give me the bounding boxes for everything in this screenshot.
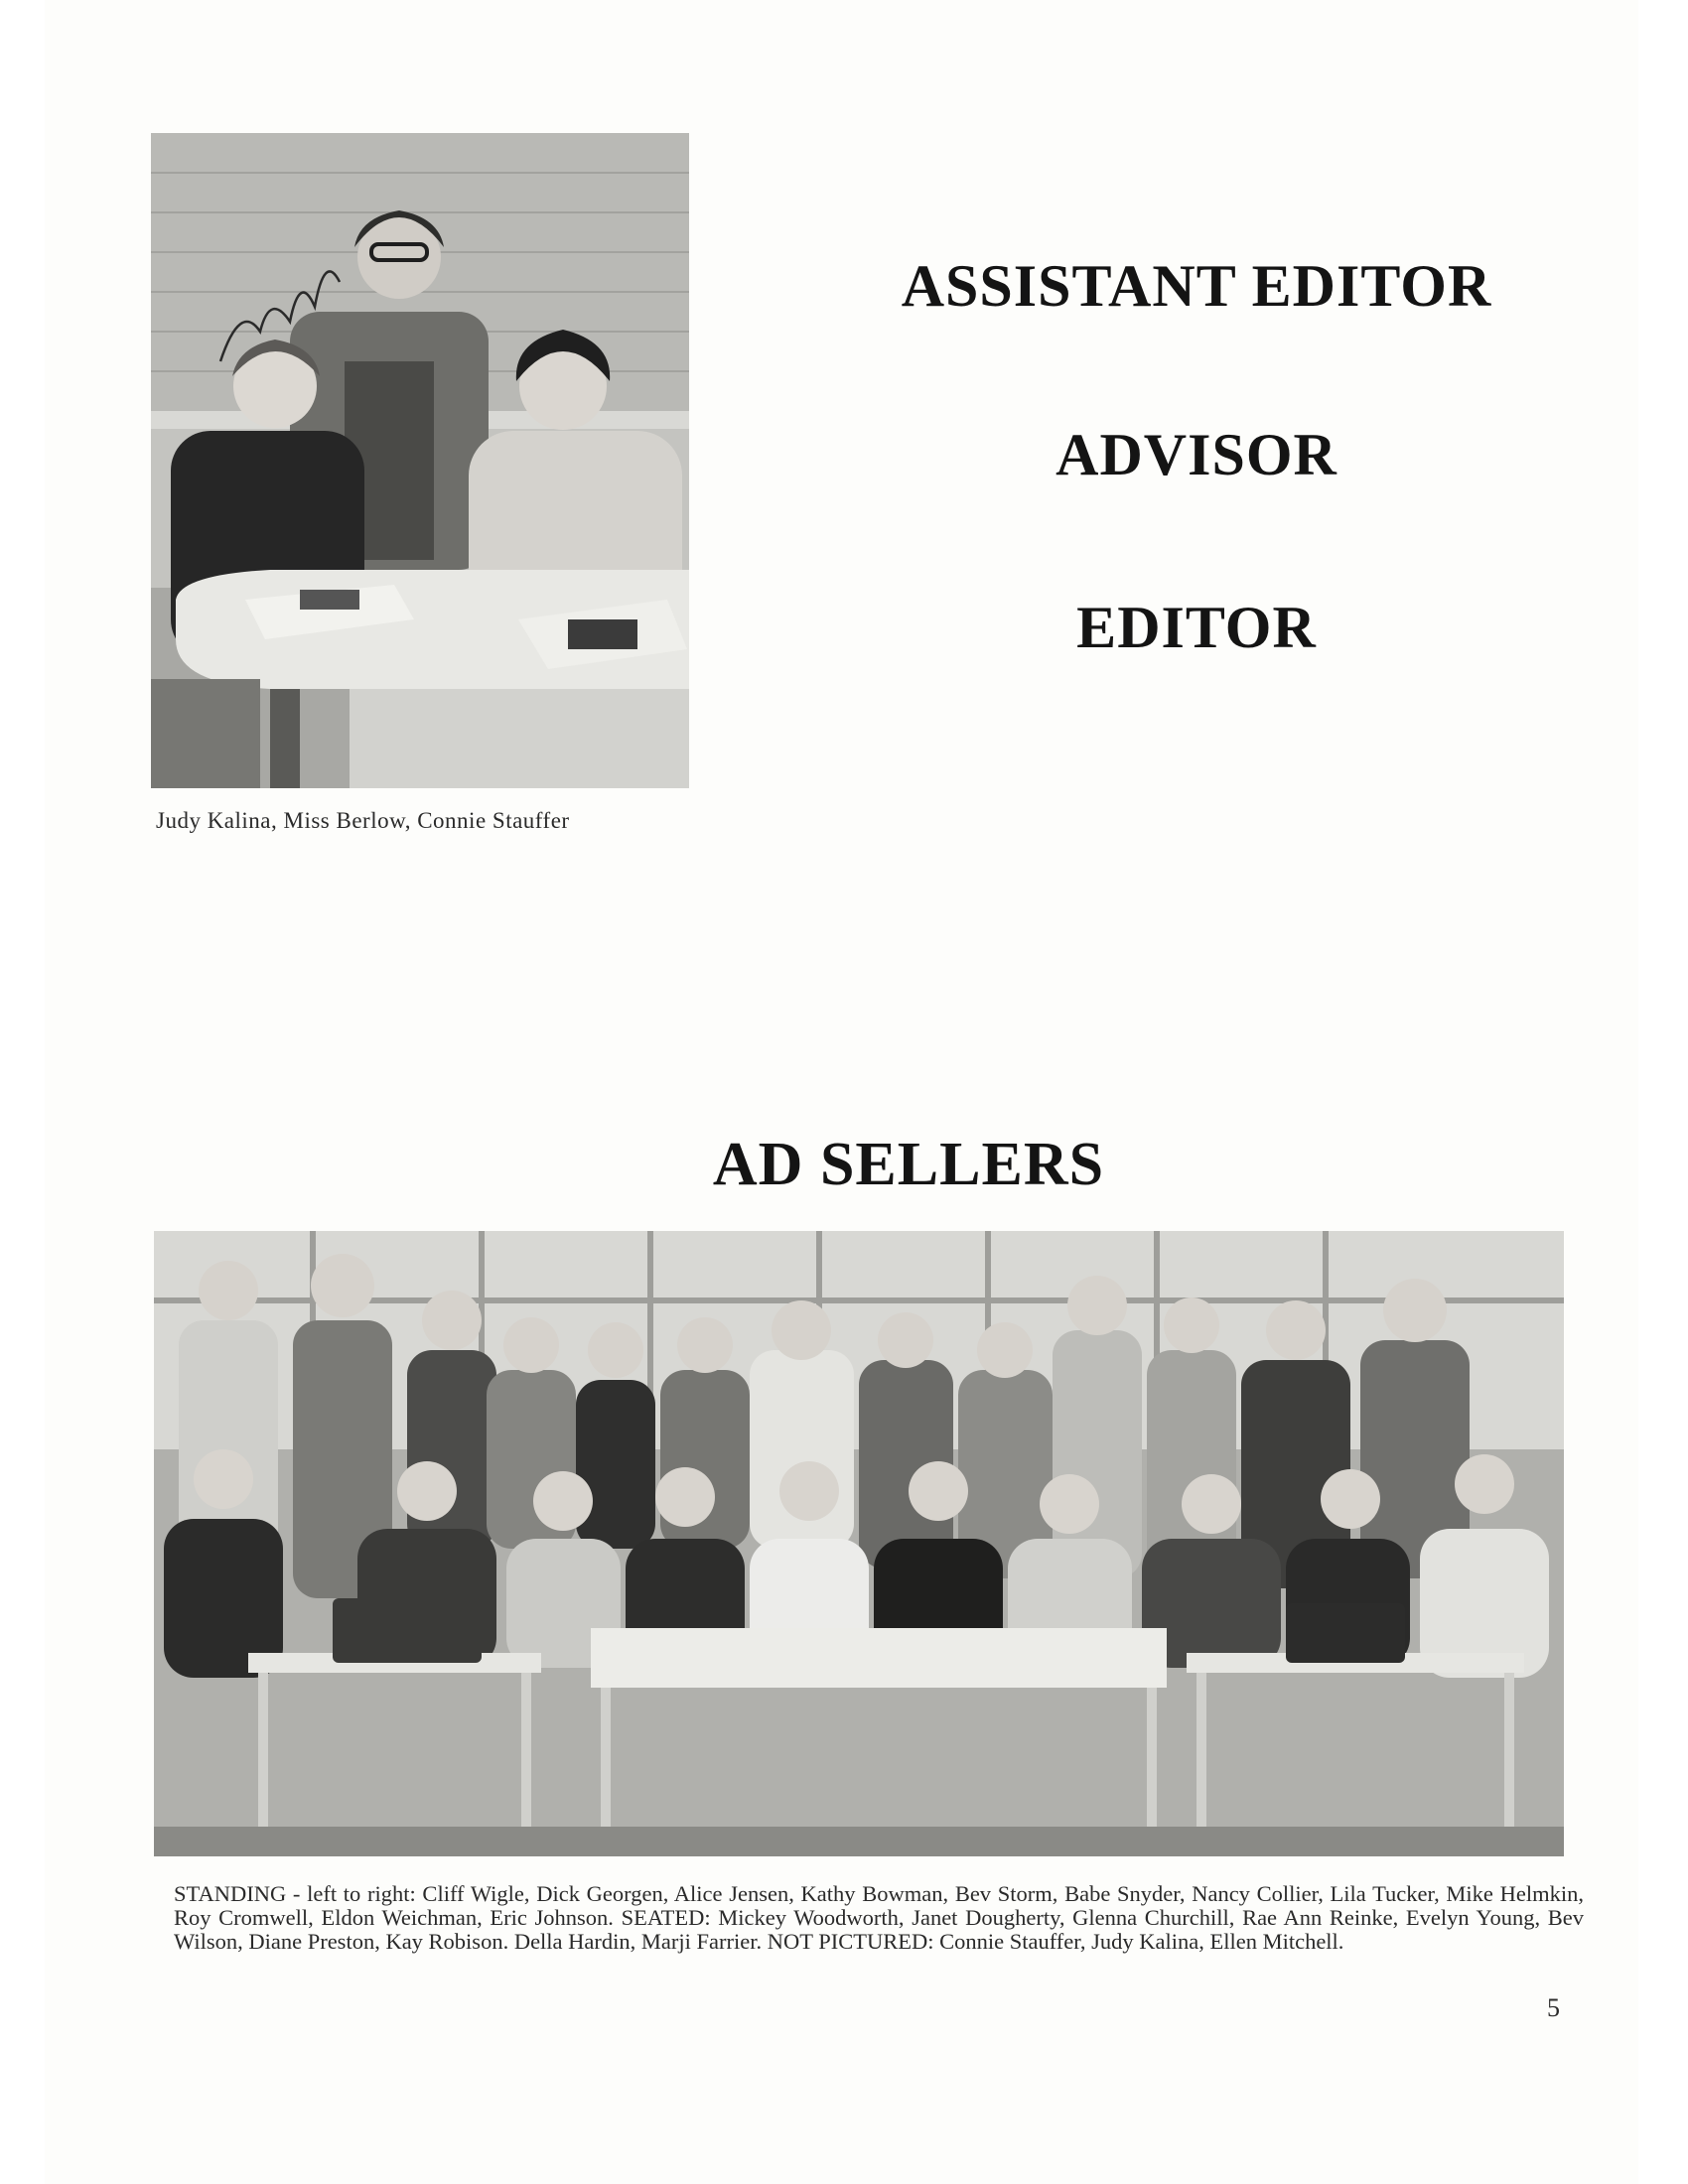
editor-heading: EDITOR [1076, 595, 1317, 660]
ad-sellers-caption: STANDING - left to right: Cliff Wigle, Dick Georgen, Alice Jensen, Kathy Bowman, Bev Storm, Babe Snyder, Nancy Collier, Lila Tucker, Mike Helmkin, Roy Cromwell, Eldon Weichman, Eric Johnson. SEATED: Mickey Woodworth, Janet Dougherty, Glenna Churchill, Rae Ann Reinke, Evelyn Young, Bev Wilson, Diane Preston, Kay Robison. Della Hardin, Marji Farrier. NOT PICTURED: Connie Stauffer, Judy Kalina, Ellen Mitchell. [174, 1881, 1584, 1954]
ad-sellers-heading: AD SELLERS [712, 1131, 1105, 1198]
assistant-editor-heading: ASSISTANT EDITOR [901, 253, 1492, 319]
editors-photo [151, 133, 689, 788]
editors-photo-image [151, 133, 689, 788]
page-number: 5 [1547, 1993, 1560, 2022]
advisor-heading: ADVISOR [1055, 422, 1337, 487]
ad-sellers-photo-image [154, 1231, 1564, 1856]
editors-photo-caption: Judy Kalina, Miss Berlow, Connie Stauffer [156, 808, 570, 833]
ad-sellers-photo [154, 1231, 1564, 1856]
yearbook-page [45, 0, 1638, 2184]
